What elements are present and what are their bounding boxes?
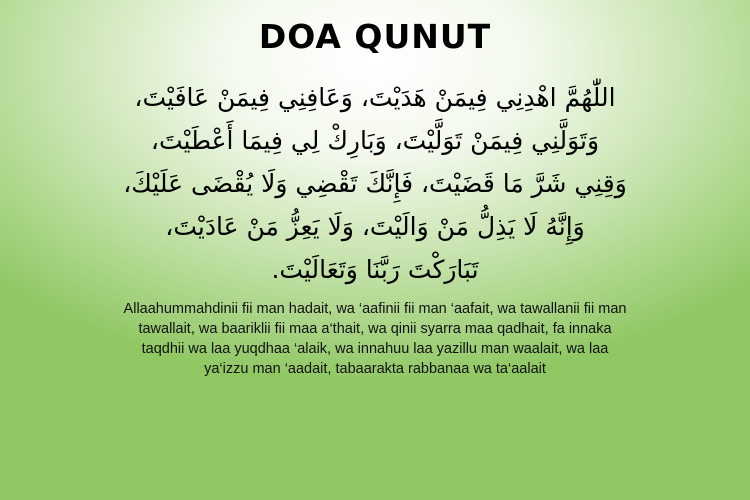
arabic-line: اللّٰهُمَّ اهْدِنِي فِيمَنْ هَدَيْتَ، وَعَافِنِي فِيمَنْ عَافَيْتَ، xyxy=(134,83,616,112)
arabic-text xyxy=(40,76,710,291)
transliteration-text: Allaahummahdinii fii man hadait, wa ‘aafinii fii man ‘aafait, wa tawallanii fii man tawallait, wa baariklii fii maa a‘thait, wa qinii syarra maa qadhait, fa innaka taqdhii wa laa yuqdhaa ‘alaik, wa innahuu laa yazillu man waalait, wa laa ya‘izzu man ‘aadait, tabaarakta rabbanaa wa ta‘aalait xyxy=(123,301,627,377)
arabic-line: وَقِنِي شَرَّ مَا قَضَيْتَ، فَإِنَّكَ تَقْضِي وَلَا يُقْضَى عَلَيْكَ، xyxy=(123,169,627,198)
arabic-line: وَإِنَّهُ لَا يَذِلُّ مَنْ وَالَيْتَ، وَلَا يَعِزُّ مَنْ عَادَيْتَ، xyxy=(165,212,585,241)
arabic-line: وَتَوَلَّنِي فِيمَنْ تَوَلَّيْتَ، وَبَارِكْ لِي فِيمَا أَعْطَيْتَ، xyxy=(150,126,600,155)
page-title: DOA QUNUT xyxy=(258,17,492,56)
arabic-line: تَبَارَكْتَ رَبَّنَا وَتَعَالَيْتَ. xyxy=(271,255,479,284)
